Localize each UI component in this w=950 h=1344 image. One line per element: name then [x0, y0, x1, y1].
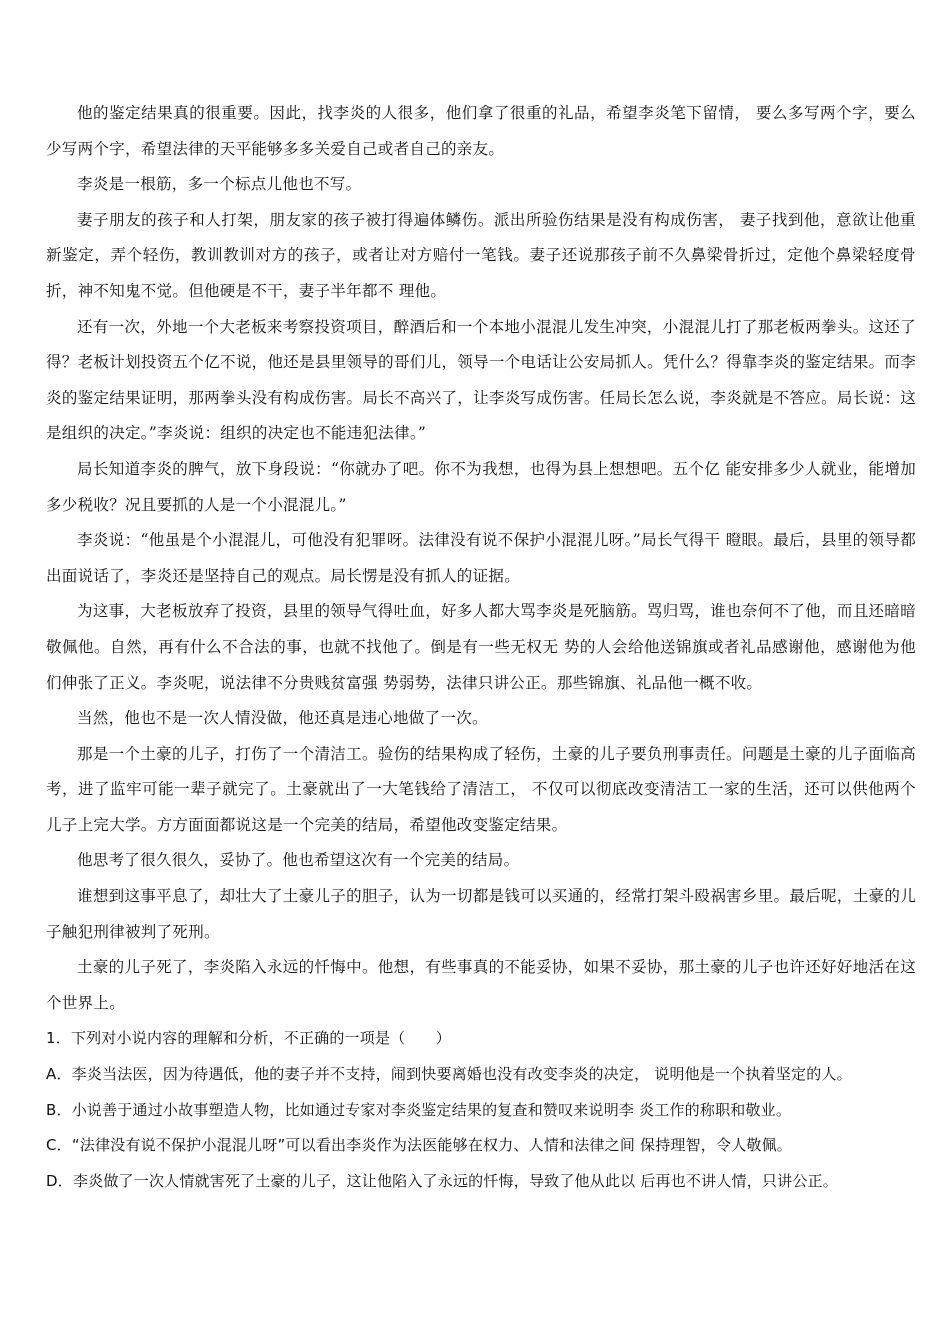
- option-text: 小说善于通过小故事塑造人物，比如通过专家对李炎鉴定结果的复查和赞叹来说明李 炎工作的称职和敬业。: [71, 1100, 792, 1119]
- question-1: [46, 1021, 916, 1199]
- story-paragraph: 他思考了很久很久，妥协了。他也希望这次有一个完美的结局。: [77, 851, 520, 870]
- option-letter: C．: [46, 1136, 72, 1155]
- question-stem: 1．下列对小说内容的理解和分析，不正确的一项是（ ）: [46, 1029, 451, 1048]
- option-a: [46, 1057, 916, 1093]
- option-b: [46, 1093, 916, 1129]
- story-paragraph: 李炎是一根筋，多一个标点儿他也不写。: [77, 175, 362, 194]
- story-text: [46, 96, 916, 1021]
- option-text: 李炎做了一次人情就害死了土豪的儿子，这让他陷入了永远的忏悔，导致了他从此以 后再也不讲人情，只讲公正。: [72, 1171, 838, 1190]
- story-paragraph: 他的鉴定结果真的很重要。因此，找李炎的人很多，他们拿了很重的礼品，希望李炎笔下留情， 要么多写两个字，要么少写两个字，希望法律的天平能够多多关爱自己或者自己的亲友。: [46, 104, 916, 158]
- story-paragraph: 土豪的儿子死了，李炎陷入永远的忏悔中。他想，有些事真的不能妥协，如果不妥协，那土豪的儿子也许还好好地活在这个世界上。: [46, 958, 916, 1012]
- option-letter: D．: [46, 1171, 73, 1190]
- document-page: [46, 96, 916, 1199]
- option-c: [46, 1128, 916, 1164]
- story-paragraph: 局长知道李炎的脾气，放下身段说：“你就办了吧。你不为我想，也得为县上想想吧。五个亿 能安排多少人就业，能增加多少税收？况且要抓的人是一个小混混儿。”: [46, 459, 916, 514]
- story-paragraph: 还有一次，外地一个大老板来考察投资项目，醉酒后和一个本地小混混儿发生冲突，小混混儿打了那老板两拳头。这还了得？老板计划投资五个亿不说，他还是县里领导的哥们儿，领导一个电话让公安局抓人。凭什么？得靠李炎的鉴定结果。而李炎的鉴定结果证明，那两拳头没有构成伤害。局长不高兴了，让李炎写成伤害。任局长怎么说，李炎就是不答应。局长说：这是组织的决定。”李炎说：组织的决定也不能违犯法律。”: [46, 317, 916, 443]
- story-paragraph: 李炎说：“他虽是个小混混儿，可他没有犯罪呀。法律没有说不保护小混混儿呀。”局长气得干 瞪眼。最后，县里的领导都出面说话了，李炎还是坚持自己的观点。局长愣是没有抓人的证据。: [46, 531, 916, 585]
- story-paragraph: 那是一个土豪的儿子，打伤了一个清洁工。验伤的结果构成了轻伤，土豪的儿子要负刑事责任。问题是土豪的儿子面临高考，进了监牢可能一辈子就完了。土豪就出了一大笔钱给了清洁工， 不仅可以彻底改变清洁工一家的生活，还可以供他两个儿子上完大学。方方面面都说这是一个完美的结局，希望他改变鉴定结果。: [46, 744, 916, 834]
- story-paragraph: 为这事，大老板放弃了投资，县里的领导气得吐血，好多人都大骂李炎是死脑筋。骂归骂，谁也奈何不了他，而且还暗暗敬佩他。自然，再有什么不合法的事，也就不找他了。倒是有一些无权无 势的人会给他送锦旗或者礼品感谢他，感谢他为他们伸张了正义。李炎呢，说法律不分贵贱贫富强 势弱势，法律只讲公正。那些锦旗、礼品他一概不收。: [46, 602, 916, 692]
- story-paragraph: 当然，他也不是一次人情没做，他还真是违心地做了一次。: [77, 709, 488, 728]
- option-text: “法律没有说不保护小混混儿呀”可以看出李炎作为法医能够在权力、人情和法律之间 保持理智，令人敬佩。: [71, 1136, 792, 1155]
- option-letter: B．: [46, 1100, 72, 1119]
- option-d: [46, 1164, 916, 1200]
- option-text: 李炎当法医，因为待遇低，他的妻子并不支持，闹到快要离婚也没有改变李炎的决定， 说明他是一个执着坚定的人。: [71, 1065, 852, 1084]
- story-paragraph: 谁想到这事平息了，却壮大了土豪儿子的胆子，认为一切都是钱可以买通的，经常打架斗殴祸害乡里。最后呢，土豪的儿子触犯刑律被判了死刑。: [46, 887, 916, 941]
- option-letter: A．: [46, 1065, 72, 1084]
- story-paragraph: 妻子朋友的孩子和人打架，朋友家的孩子被打得遍体鳞伤。派出所验伤结果是没有构成伤害， 妻子找到他，意欲让他重新鉴定，弄个轻伤，教训教训对方的孩子，或者让对方赔付一笔钱。妻子还说那孩子前不久鼻梁骨折过，定他个鼻梁轻度骨折，神不知鬼不觉。但他硬是不干，妻子半年都不 理他。: [46, 210, 916, 300]
